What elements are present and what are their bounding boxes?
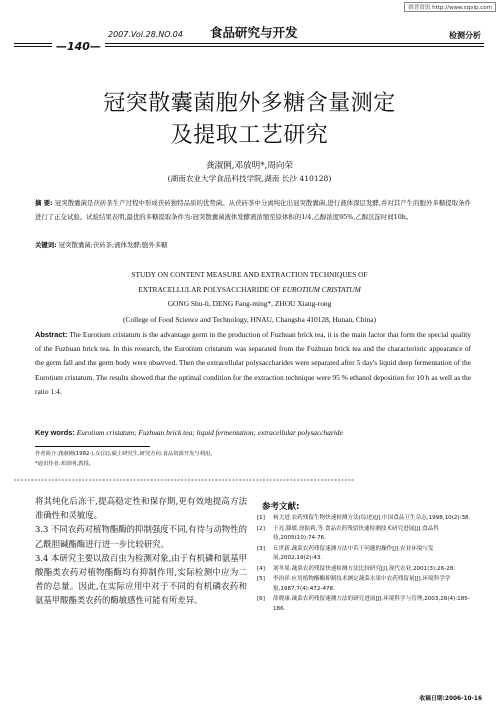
english-keywords-label: Key words: (35, 428, 75, 437)
section-divider: ✲✲✲✲✲✲✲✲✲✲✲✲✲✲✲✲✲✲✲✲✲✲✲✲✲✲✲✲✲✲✲✲✲✲✲✲✲✲✲✲✲✲✲✲✲✲✲✲✲✲✲✲✲✲✲✲✲✲✲✲✲✲✲✲✲✲✲✲✲✲✲✲✲✲✲✲✲✲✲✲✲✲✲✲✲✲✲✲✲✲✲✲✲✲✲✲✲✲✲✲ (14, 477, 355, 482)
abstract-text: 冠突散囊菌是茯砖茶生产过程中形成茯砖独特品质的优势菌。从茯砖茶中分离纯化出冠突散囊菌,进行液体深层发酵,并对其产生的胞外多糖提取条件进行了正交试验。试验结果表明,最优的多糖提取条件为:冠突散囊菌液体发酵液浓缩至原体积的1/4,乙醇浓度95%,乙醇沉淀时间10h。 (35, 199, 472, 221)
english-abstract-label: Abstract: (35, 330, 68, 339)
body-paragraph-1: 将其纯化后冻干,提高稳定性和保存期,更有效地提高方法准确性和灵敏度。 (35, 496, 247, 521)
reference-item: [1] 杨大进.农药残留生物快速检测方法(综述)[J].中国食品卫生杂志,1998,10(2):38. (257, 515, 471, 521)
english-authors: GONG Shu-li, DENG Fang-ming*, ZHOU Xiang-rong (167, 299, 332, 308)
english-title (0, 268, 499, 297)
body-paragraph-2: 3.3 不同农药对植物酯酶的抑制强度不同,有待与动物性的乙酰胆碱酯酶进行进一步比较研究。 (35, 524, 247, 549)
chinese-abstract (35, 197, 471, 225)
section-label: 检测分析 (449, 31, 481, 40)
footnote-corresponding: *通讯作者:邓放明,教授。 (35, 461, 95, 467)
reference-item: [6] 薛晓康.蔬菜农药残留速测方法的研究进展[J].环境科学与管理,2003,28(4):185-186. (257, 596, 470, 612)
affiliation: (湖南农业大学食品科技学院,湖南 长沙 410128) (167, 174, 332, 183)
english-title-line-1: STUDY ON CONTENT MEASURE AND EXTRACTION TECHNIQUES OF (131, 270, 368, 279)
watermark: 维普资讯 http://www.cqvip.com (404, 2, 496, 12)
english-abstract (35, 328, 471, 399)
page-number: —140— (52, 40, 105, 53)
english-keywords (35, 426, 471, 440)
reference-item: [5] 李治祥.应用植物酯酶抑制技术测定蔬菜水果中农药残留量[J].环境科学学报,1987,7(4):472-478. (257, 576, 451, 592)
title-line-1: 冠突散囊菌胞外多糖含量测定 (103, 91, 396, 116)
references-heading: 参考文献: (262, 502, 300, 512)
received-date: 收稿日期:2006-10-16 (419, 696, 482, 702)
reference-item: [3] 丘世新.蔬菜农药残留速测方法中若干问题的操作[J].农业环境与发展,2002,19(2):43. (257, 545, 434, 561)
authors: 龚淑俐,邓放明*,周向荣 (205, 161, 294, 171)
english-abstract-text: The Eurotium cristatum is the advantage germ in the production of Fuzhuan brick tea, it is the main factor that form the special quality of the Fuzhuan brick tea. In this research, the Eurotium cristatum was separated from the Fuzhuan brick tea and the characteristic appearance of the germ fall and the germ body were observed. Then the extracellular polysaccharides were separated after 5 day's liquid deep fermentation of the Eurotium cristatum. The results showed that the optimal condition for the extraction technique were 95 % ethanol deposition for 10 h as well as the ratio 1:4. (35, 330, 472, 396)
chinese-keywords (35, 239, 471, 253)
body-paragraph-3: 3.4 本研究主要以敌百虫为检测对象,由于有机磷和氨基甲酸酯类农药对植物酯酶均有抑制作用,实际检测中应为二者的总量。因此,在实际应用中对于不同的有机磷农药和氨基甲酸酯类农药的酶敏感性可能有所差异。 (35, 552, 247, 606)
abstract-label: 摘 要: (35, 199, 53, 207)
footnote-rule (35, 446, 150, 447)
footnote-author-info: 作者简介:龚淑俐(1982-),女(汉),硕士研究生,研究方向:食品资源开发与利用。 (35, 451, 216, 457)
references-list (257, 514, 482, 615)
english-affiliation: (College of Food Science and Technology, HNAU, Changsha 410128, Hunan, China) (123, 315, 376, 324)
reference-item: [2] 王亮,滕媛,徐振莉,等.食品农药残留快速检测技术研究进展[J].食品科技,2005(10):74-76. (257, 525, 439, 541)
body-left-column (35, 494, 247, 608)
english-title-line-2: EXTRACELLULAR POLYSACCHARIDE OF EUROTIUM CRISTATUM (138, 284, 361, 294)
keywords-label: 关键词: (35, 241, 57, 249)
reference-item: [4] 刘冬果.蔬菜农药残留快速检测方法比较研究[J].现代农业,2001(3):26-28. (257, 565, 456, 572)
journal-name: 食品研究与开发 (210, 25, 298, 40)
title-line-2: 及提取工艺研究 (170, 123, 329, 148)
keywords-text: 冠突散囊菌;茯砖茶;液体发酵;胞外多糖 (58, 241, 168, 249)
journal-issue: 2007.Vol.28.NO.04 (108, 30, 183, 39)
english-keywords-text: Eurotium cristatum; Fuzhuan brick tea; liquid fermentation; extracellular polysaccharide (76, 428, 343, 437)
